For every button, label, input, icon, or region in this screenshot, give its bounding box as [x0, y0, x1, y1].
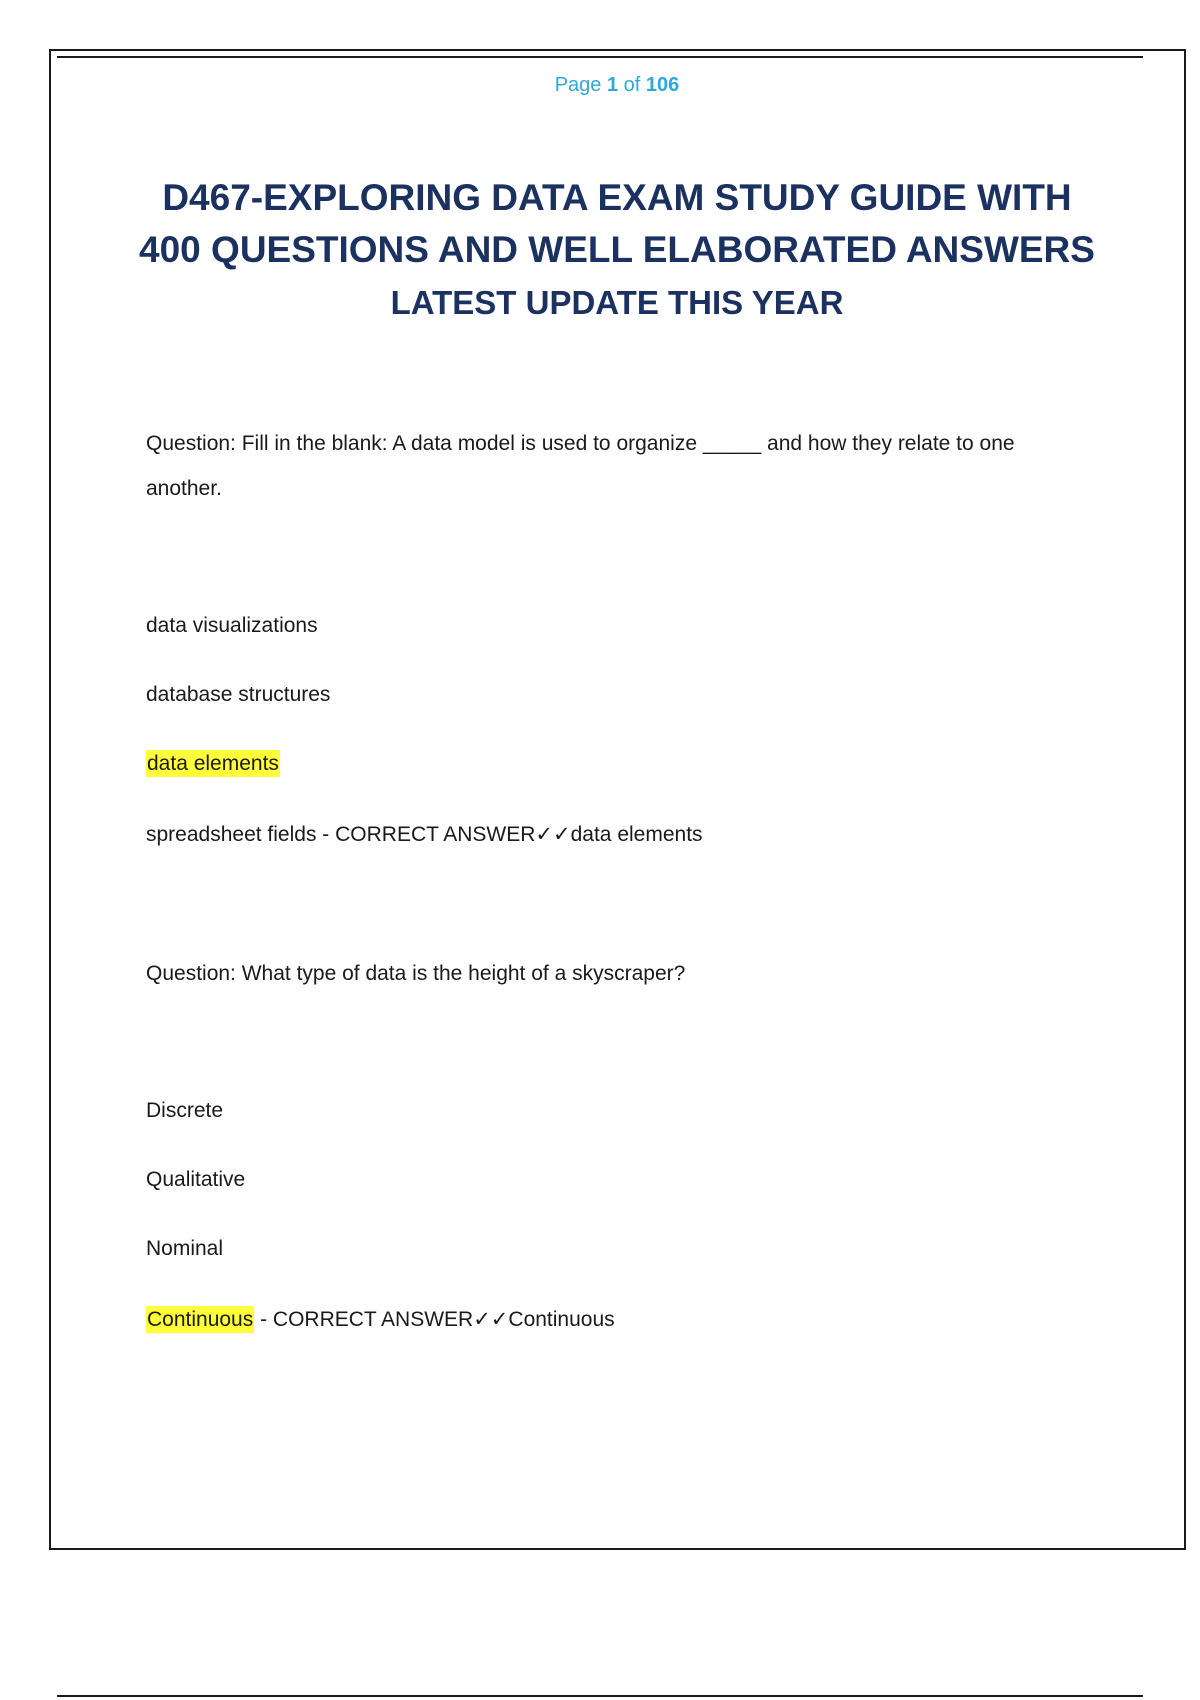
question-2-option-3: Nominal: [146, 1237, 224, 1260]
title-line-2: 400 QUESTIONS AND WELL ELABORATED ANSWERS: [139, 229, 1095, 270]
title-line-3: LATEST UPDATE THIS YEAR: [390, 284, 844, 321]
page-total: 106: [645, 74, 680, 96]
page-number: [0, 74, 1200, 97]
question-2-option-4-answer: [146, 1307, 615, 1332]
question-1-correct-answer: - CORRECT ANSWER✓✓data elements: [316, 823, 703, 846]
question-1-option-2: database structures: [146, 683, 331, 706]
highlighted-correct-option: Continuous: [147, 1308, 254, 1331]
title-line-1: D467-EXPLORING DATA EXAM STUDY GUIDE WITH: [162, 177, 1072, 218]
page-current: 1: [606, 74, 619, 96]
header-rule: [57, 56, 1143, 58]
question-1-text-line-1: Question: Fill in the blank: A data model is used to organize _____ and how they relate to one: [146, 432, 1015, 455]
document-title: [100, 172, 1134, 329]
question-1-option-1: data visualizations: [146, 614, 318, 637]
question-2-text-line-1: Question: What type of data is the height of a skyscraper?: [146, 962, 686, 985]
question-2-correct-answer: - CORRECT ANSWER✓✓Continuous: [254, 1308, 615, 1331]
page-of-label: of: [623, 74, 641, 96]
question-1-option-4: spreadsheet fields: [146, 823, 317, 846]
question-1-option-3: [146, 752, 280, 776]
page-label: Page: [554, 74, 602, 96]
question-2-option-2: Qualitative: [146, 1168, 246, 1191]
question-2-option-1: Discrete: [146, 1099, 224, 1122]
next-page-rule: [57, 1695, 1143, 1697]
question-1-text-line-2: another.: [146, 477, 222, 500]
highlighted-correct-option: data elements: [147, 752, 279, 775]
question-1-option-4-answer: [146, 822, 703, 847]
